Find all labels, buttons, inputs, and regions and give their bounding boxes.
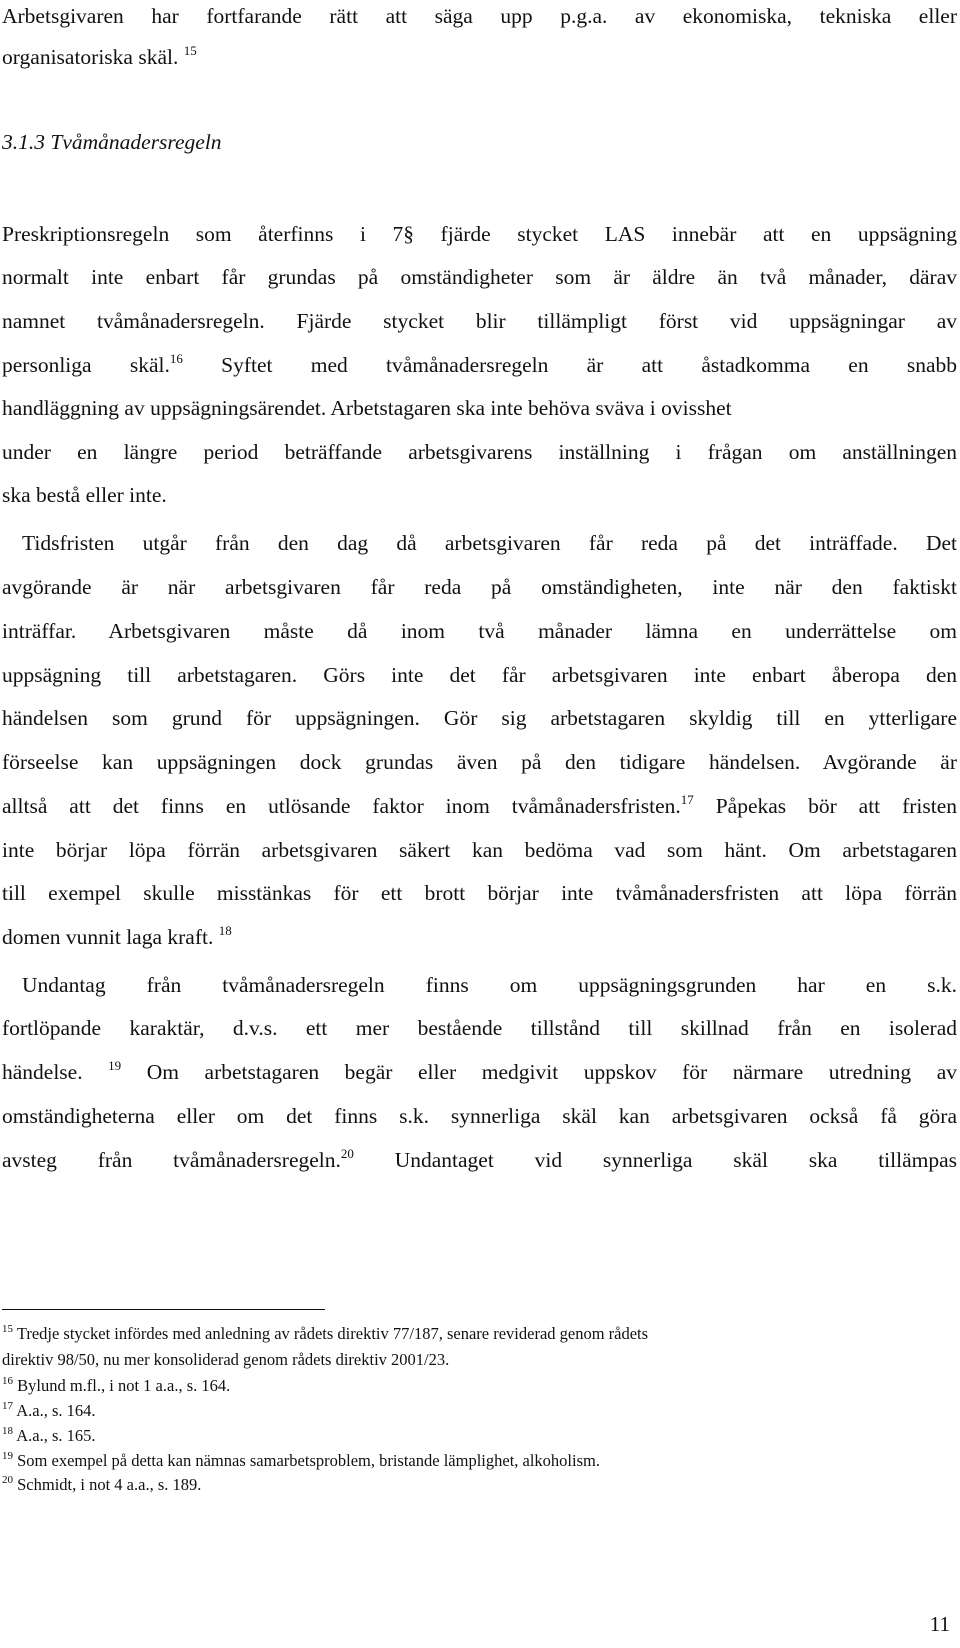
body-text-line: personliga skäl.$^{16}$ Syftet med tvåmånadersregeln är att åstadkomma en snabb [2,351,957,377]
footnote-ref: 19 [108,1058,122,1073]
footnote-ref: 18 [218,923,232,938]
footnote-15-cont: direktiv 98/50, nu mer konsoliderad genom rådets direktiv 2001/23. [2,1350,450,1369]
page-number: 11 [929,1612,950,1636]
footnote-separator [2,1309,325,1310]
body-text-line: avgörande är när arbetsgivaren får reda på omständigheten, inte när den faktiskt [2,575,957,599]
footnote-ref: 15 [183,43,197,58]
body-text-line: domen vunnit laga kraft. $^{18}$ [2,923,232,949]
footnote-18: $^{18}$ A.a., s. 165. [2,1425,96,1445]
body-text-line: händelse. $^{19}$ Om arbetstagaren begär eller medgivit uppskov för närmare utredning av [2,1058,957,1084]
body-text-line: händelsen som grund för uppsägningen. Gör sig arbetstagaren skyldig till en ytterligare [2,706,957,730]
body-text-line: omständigheterna eller om det finns s.k. synnerliga skäl kan arbetsgivaren också få göra [2,1104,957,1128]
footnote-ref: 20 [340,1146,354,1161]
footnote-17: $^{17}$ A.a., s. 164. [2,1400,96,1420]
body-text-line: handläggning av uppsägningsärendet. Arbetstagaren ska inte behöva sväva i ovisshet [2,396,732,420]
footnote-ref: 16 [169,351,183,366]
body-text-line: Preskriptionsregeln som återfinns i 7§ fjärde stycket LAS innebär att en uppsägning [2,222,957,246]
body-text-line: Undantag från tvåmånadersregeln finns om uppsägningsgrunden har en s.k. [22,973,957,997]
body-text-line: fortlöpande karaktär, d.v.s. ett mer bestående tillstånd till skillnad från en isolerad [2,1016,957,1040]
body-text-line: Tidsfristen utgår från den dag då arbetsgivaren får reda på det inträffade. Det [22,531,957,555]
body-text-line: alltså att det finns en utlösande faktor inom tvåmånadersfristen.$^{17}$ Påpekas bör att fristen [2,792,957,818]
body-text-line: inträffar. Arbetsgivaren måste då inom två månader lämna en underrättelse om [2,619,957,643]
footnote-ref: 17 [680,792,694,807]
body-text-line: avsteg från tvåmånadersregeln.$^{20}$ Undantaget vid synnerliga skäl ska tillämpas [2,1146,957,1172]
body-text-line: Arbetsgivaren har fortfarande rätt att säga upp p.g.a. av ekonomiska, tekniska eller [2,4,957,28]
body-text-line: förseelse kan uppsägningen dock grundas även på den tidigare händelsen. Avgörande är [2,750,957,774]
body-text-line: namnet tvåmånadersregeln. Fjärde stycket blir tillämpligt först vid uppsägningar av [2,309,957,333]
body-text-line: inte börjar löpa förrän arbetsgivaren säkert kan bedöma vad som hänt. Om arbetstagaren [2,838,957,862]
footnote-15: $^{15}$ Tredje stycket infördes med anledning av rådets direktiv 77/187, senare reviderad genom rådets [2,1323,649,1343]
footnote-16: $^{16}$ Bylund m.fl., i not 1 a.a., s. 164. [2,1375,231,1395]
body-text-line: normalt inte enbart får grundas på omständigheter som är äldre än två månader, därav [2,265,957,289]
body-text-line: till exempel skulle misstänkas för ett brott börjar inte tvåmånadersfristen att löpa förrän [2,881,957,905]
body-text-line: under en längre period beträffande arbetsgivarens inställning i frågan om anställningen [2,440,957,464]
footnote-20: $^{20}$ Schmidt, i not 4 a.a., s. 189. [2,1474,202,1494]
footnote-19: $^{19}$ Som exempel på detta kan nämnas samarbetsproblem, bristande lämplighet, alkoholism. [2,1450,600,1470]
section-heading: 3.1.3 Tvåmånadersregeln [2,130,222,154]
body-text-line: organisatoriska skäl. $^{15}$ [2,43,197,69]
body-text-line: ska bestå eller inte. [2,483,167,507]
body-text-line: uppsägning till arbetstagaren. Görs inte det får arbetsgivaren inte enbart åberopa den [2,663,957,687]
